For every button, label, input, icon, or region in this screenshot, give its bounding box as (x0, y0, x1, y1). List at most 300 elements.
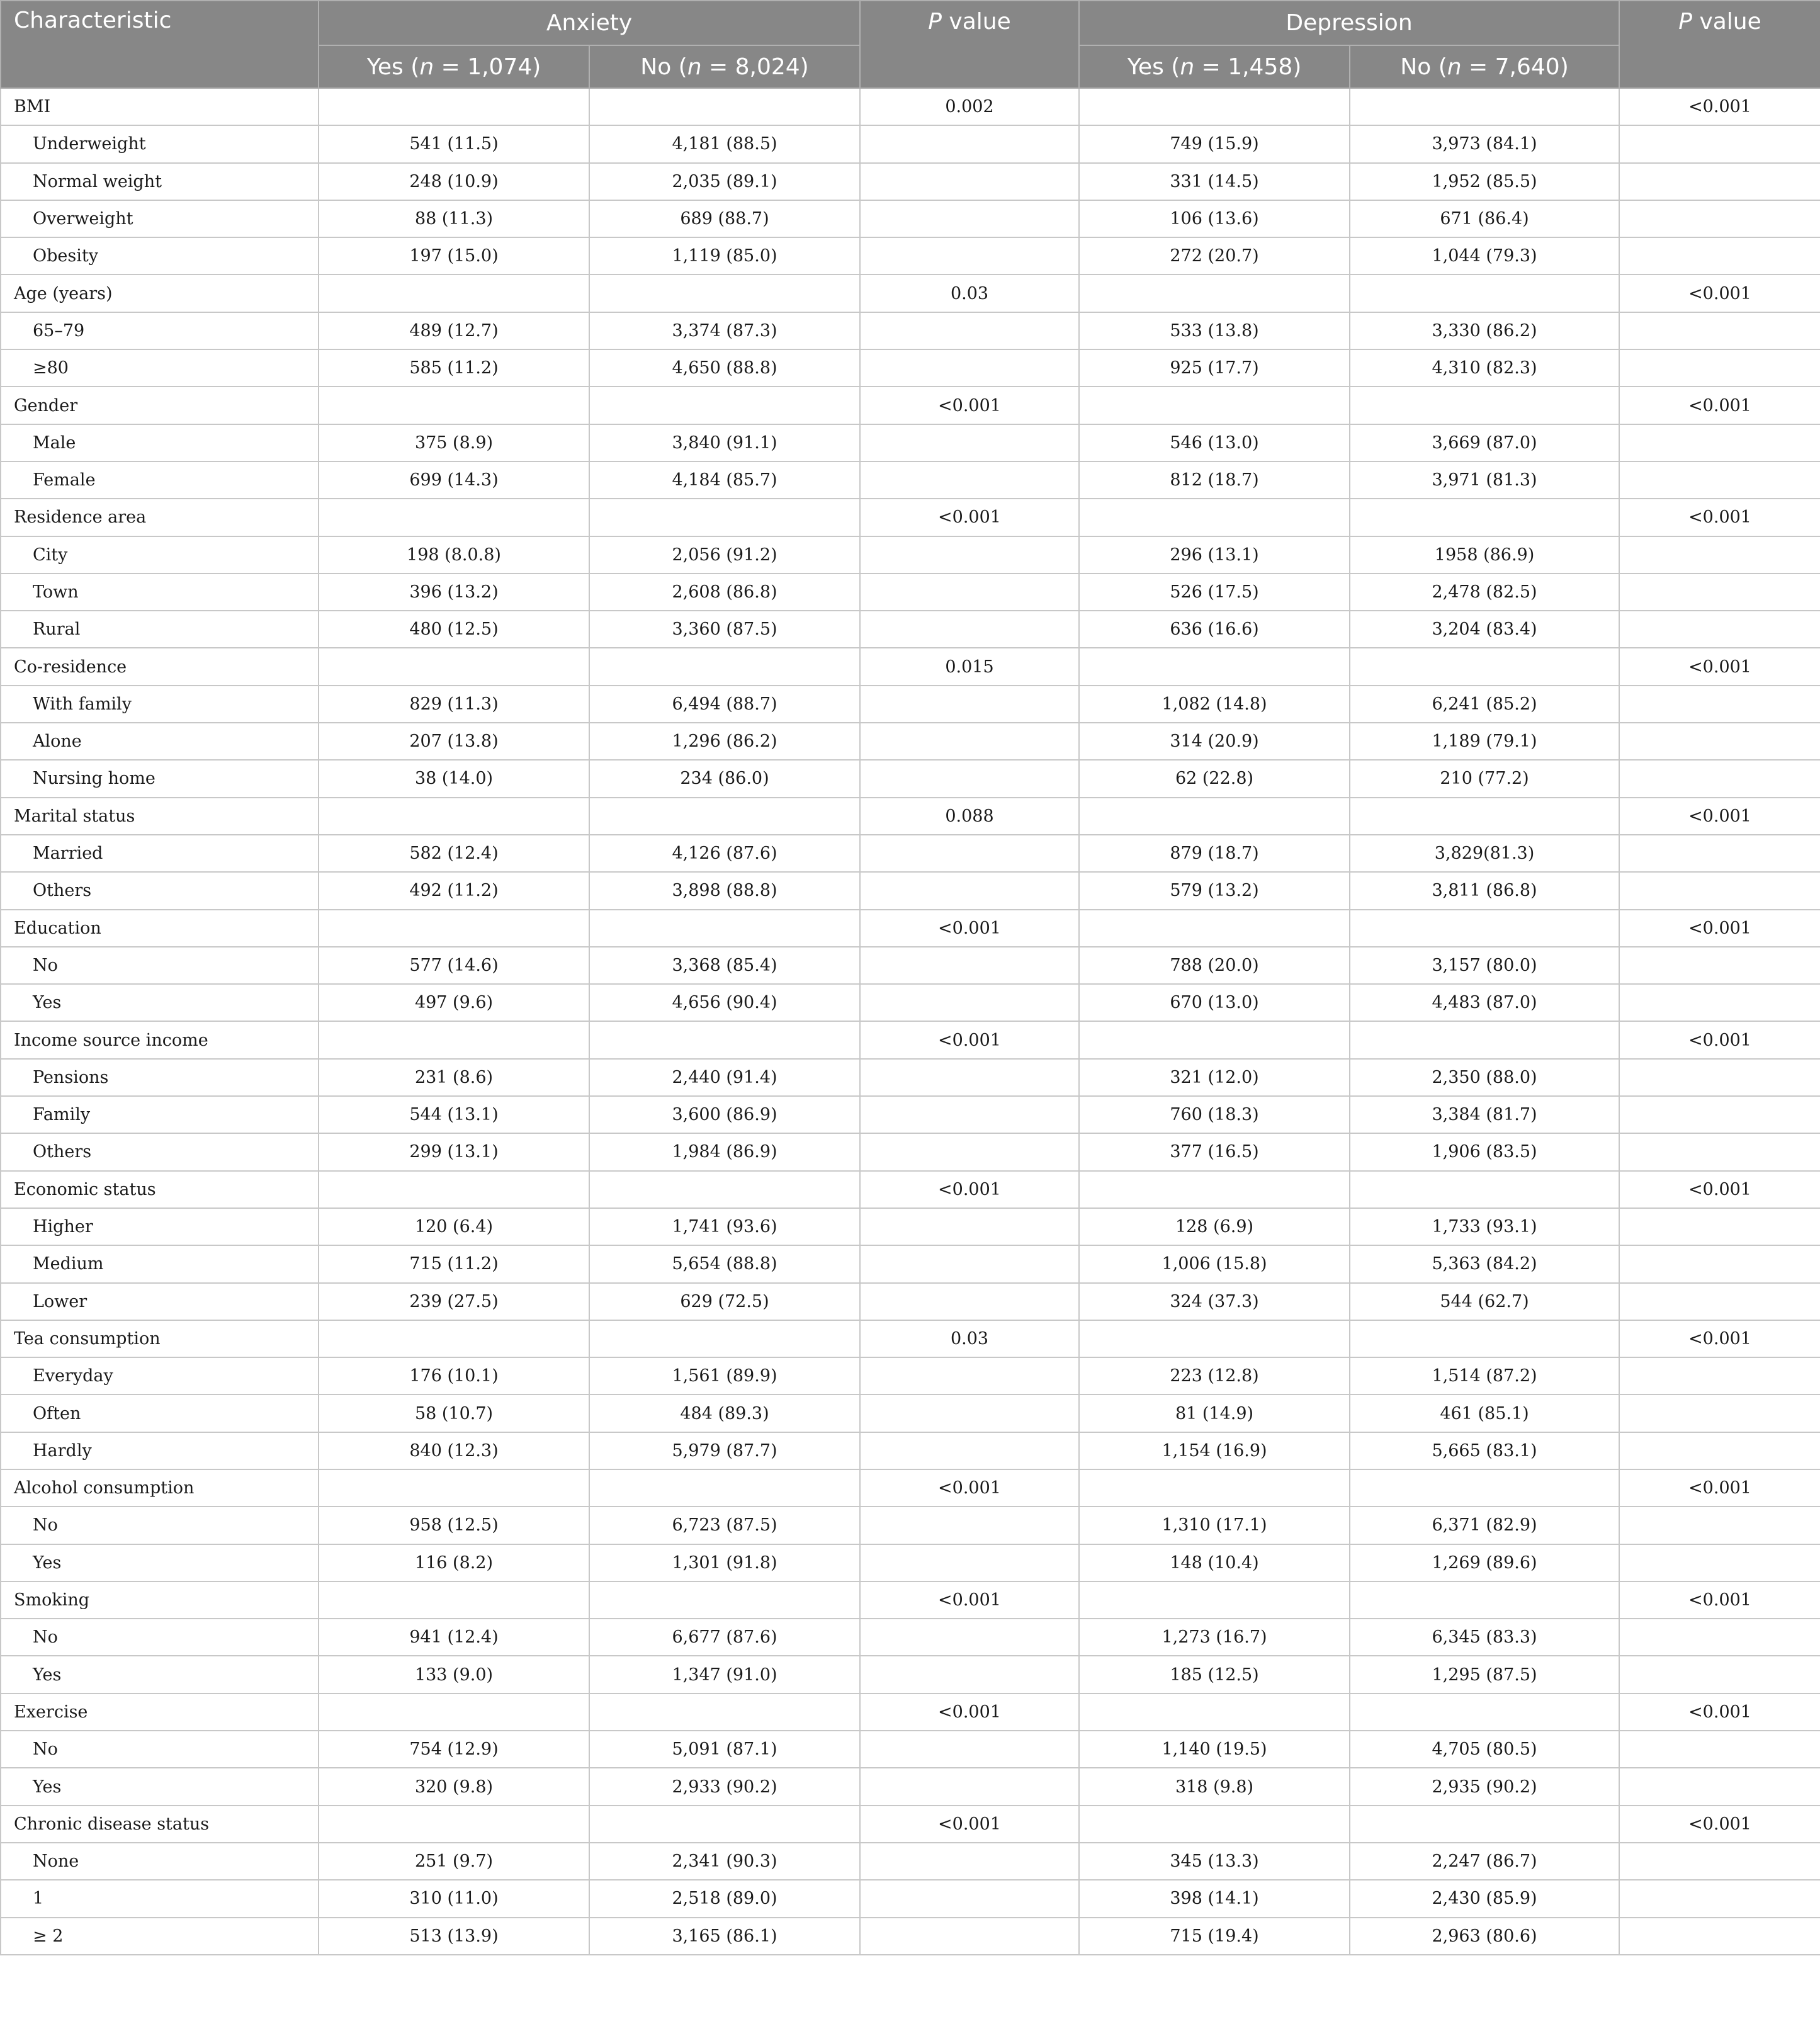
cell-p-value-depression (1619, 1096, 1820, 1133)
cell-depression-no (1350, 274, 1619, 312)
cell-p-value-depression: <0.001 (1619, 1581, 1820, 1619)
n-italic: n (419, 54, 434, 80)
cell-depression-no: 2,478 (82.5) (1350, 574, 1619, 611)
table-row-group (1, 1469, 1820, 1507)
cell-anxiety-no (589, 88, 860, 125)
n-italic: n (687, 54, 702, 80)
cell-p-value-anxiety: 0.088 (860, 798, 1079, 835)
cell-depression-yes: 812 (18.7) (1079, 461, 1350, 499)
table-row (1, 1619, 1820, 1656)
cell-anxiety-no (589, 798, 860, 835)
cell-p-value-depression (1619, 349, 1820, 387)
cell-p-value-depression (1619, 1394, 1820, 1432)
cell-p-value-depression (1619, 760, 1820, 797)
cell-p-value-depression (1619, 1731, 1820, 1768)
cell-p-value-depression (1619, 1357, 1820, 1394)
row-label: No (1, 1507, 319, 1544)
cell-p-value-depression: <0.001 (1619, 499, 1820, 536)
cell-anxiety-no (589, 1320, 860, 1357)
cell-depression-yes: 636 (16.6) (1079, 611, 1350, 648)
cell-p-value-depression (1619, 1432, 1820, 1469)
cell-p-value-anxiety (860, 611, 1079, 648)
no-text: No ( (1400, 54, 1447, 80)
cell-anxiety-no: 6,494 (88.7) (589, 686, 860, 723)
row-label: Smoking (1, 1581, 319, 1619)
table-row (1, 1918, 1820, 1955)
cell-p-value-depression (1619, 237, 1820, 274)
cell-p-value-depression: <0.001 (1619, 1469, 1820, 1507)
cell-p-value-anxiety (860, 1208, 1079, 1245)
cell-depression-no: 3,829(81.3) (1350, 835, 1619, 872)
cell-depression-yes (1079, 1171, 1350, 1208)
cell-p-value-depression (1619, 611, 1820, 648)
cell-depression-yes: 788 (20.0) (1079, 947, 1350, 984)
table-row (1, 424, 1820, 461)
cell-p-value-anxiety (860, 461, 1079, 499)
cell-depression-yes: 1,310 (17.1) (1079, 1507, 1350, 1544)
table-row (1, 1357, 1820, 1394)
cell-p-value-anxiety (860, 1507, 1079, 1544)
cell-depression-no (1350, 1171, 1619, 1208)
cell-anxiety-yes (319, 1469, 589, 1507)
table-row (1, 723, 1820, 760)
cell-anxiety-no: 4,126 (87.6) (589, 835, 860, 872)
n-italic: n (1180, 54, 1195, 80)
cell-anxiety-no: 4,656 (90.4) (589, 984, 860, 1021)
table-row-group (1, 798, 1820, 835)
row-label: Tea consumption (1, 1320, 319, 1357)
table-row (1, 461, 1820, 499)
cell-p-value-depression (1619, 1059, 1820, 1096)
cell-p-value-anxiety (860, 686, 1079, 723)
cell-anxiety-no (589, 910, 860, 947)
cell-p-value-depression: <0.001 (1619, 1694, 1820, 1731)
table-row (1, 947, 1820, 984)
cell-anxiety-no: 4,181 (88.5) (589, 125, 860, 162)
table-row (1, 574, 1820, 611)
cell-depression-yes: 879 (18.7) (1079, 835, 1350, 872)
table-row-group (1, 1694, 1820, 1731)
cell-depression-yes (1079, 88, 1350, 125)
cell-depression-no (1350, 499, 1619, 536)
table-row (1, 872, 1820, 909)
table-row (1, 835, 1820, 872)
cell-anxiety-yes: 299 (13.1) (319, 1133, 589, 1170)
row-label: Normal weight (1, 163, 319, 200)
cell-p-value-depression (1619, 1133, 1820, 1170)
cell-anxiety-yes (319, 1694, 589, 1731)
cell-anxiety-yes: 133 (9.0) (319, 1656, 589, 1693)
cell-p-value-anxiety (860, 1133, 1079, 1170)
cell-p-value-depression: <0.001 (1619, 387, 1820, 424)
cell-anxiety-no: 1,296 (86.2) (589, 723, 860, 760)
cell-anxiety-no (589, 1021, 860, 1058)
cell-anxiety-yes: 120 (6.4) (319, 1208, 589, 1245)
row-label: Residence area (1, 499, 319, 536)
table-row-group (1, 910, 1820, 947)
row-label: Married (1, 835, 319, 872)
cell-anxiety-yes: 489 (12.7) (319, 312, 589, 349)
row-label: Often (1, 1394, 319, 1432)
cell-anxiety-yes: 582 (12.4) (319, 835, 589, 872)
cell-depression-no: 4,483 (87.0) (1350, 984, 1619, 1021)
cell-p-value-depression (1619, 461, 1820, 499)
cell-p-value-anxiety (860, 125, 1079, 162)
cell-anxiety-yes (319, 88, 589, 125)
cell-p-value-depression: <0.001 (1619, 1806, 1820, 1843)
row-label: Co-residence (1, 648, 319, 685)
table-row (1, 163, 1820, 200)
cell-depression-no: 2,430 (85.9) (1350, 1880, 1619, 1917)
cell-anxiety-no (589, 499, 860, 536)
cell-depression-yes: 715 (19.4) (1079, 1918, 1350, 1955)
row-label: Marital status (1, 798, 319, 835)
cell-anxiety-yes: 492 (11.2) (319, 872, 589, 909)
cell-depression-no: 1,952 (85.5) (1350, 163, 1619, 200)
yes-text: Yes ( (1127, 54, 1180, 80)
row-label: Others (1, 1133, 319, 1170)
cell-p-value-depression (1619, 200, 1820, 237)
cell-anxiety-yes: 197 (15.0) (319, 237, 589, 274)
cell-anxiety-yes: 207 (13.8) (319, 723, 589, 760)
cell-anxiety-no (589, 1694, 860, 1731)
cell-p-value-anxiety (860, 1768, 1079, 1805)
cell-depression-no: 1,514 (87.2) (1350, 1357, 1619, 1394)
cell-anxiety-no: 5,091 (87.1) (589, 1731, 860, 1768)
cell-depression-yes: 925 (17.7) (1079, 349, 1350, 387)
cell-p-value-anxiety (860, 1880, 1079, 1917)
cell-anxiety-yes: 251 (9.7) (319, 1843, 589, 1880)
row-label: Alone (1, 723, 319, 760)
cell-anxiety-no (589, 1469, 860, 1507)
cell-anxiety-yes: 829 (11.3) (319, 686, 589, 723)
cell-anxiety-yes (319, 648, 589, 685)
cell-anxiety-no (589, 387, 860, 424)
cell-anxiety-yes: 699 (14.3) (319, 461, 589, 499)
table-row (1, 200, 1820, 237)
cell-p-value-depression: <0.001 (1619, 648, 1820, 685)
cell-depression-yes: 579 (13.2) (1079, 872, 1350, 909)
cell-anxiety-yes (319, 1320, 589, 1357)
row-label: Age (years) (1, 274, 319, 312)
cell-anxiety-no: 3,165 (86.1) (589, 1918, 860, 1955)
cell-anxiety-yes (319, 274, 589, 312)
cell-anxiety-yes (319, 387, 589, 424)
row-label: No (1, 1731, 319, 1768)
cell-anxiety-yes: 176 (10.1) (319, 1357, 589, 1394)
cell-anxiety-no: 1,119 (85.0) (589, 237, 860, 274)
cell-depression-yes: 106 (13.6) (1079, 200, 1350, 237)
cell-anxiety-no: 1,741 (93.6) (589, 1208, 860, 1245)
row-label: No (1, 947, 319, 984)
cell-depression-yes: 398 (14.1) (1079, 1880, 1350, 1917)
n-value: = 8,024) (701, 54, 809, 80)
table-row (1, 1507, 1820, 1544)
table-row-group (1, 88, 1820, 125)
table-row (1, 1133, 1820, 1170)
header-anxiety-yes (319, 45, 589, 88)
n-value: = 1,074) (434, 54, 541, 80)
cell-anxiety-yes (319, 1806, 589, 1843)
cell-p-value-depression (1619, 686, 1820, 723)
cell-p-value-depression (1619, 424, 1820, 461)
cell-depression-yes: 1,273 (16.7) (1079, 1619, 1350, 1656)
cell-depression-yes: 670 (13.0) (1079, 984, 1350, 1021)
cell-depression-no: 3,973 (84.1) (1350, 125, 1619, 162)
cell-depression-yes: 148 (10.4) (1079, 1544, 1350, 1581)
table-row (1, 1731, 1820, 1768)
cell-p-value-anxiety: <0.001 (860, 1581, 1079, 1619)
cell-anxiety-no: 1,984 (86.9) (589, 1133, 860, 1170)
row-label: Yes (1, 1544, 319, 1581)
header-depression-yes (1079, 45, 1350, 88)
cell-depression-yes (1079, 1320, 1350, 1357)
cell-anxiety-no (589, 1171, 860, 1208)
cell-depression-no (1350, 798, 1619, 835)
cell-p-value-anxiety: <0.001 (860, 1806, 1079, 1843)
cell-p-value-anxiety: 0.03 (860, 274, 1079, 312)
cell-anxiety-yes: 577 (14.6) (319, 947, 589, 984)
cell-depression-no: 544 (62.7) (1350, 1283, 1619, 1320)
cell-p-value-depression (1619, 163, 1820, 200)
table-row (1, 1544, 1820, 1581)
cell-p-value-depression (1619, 1656, 1820, 1693)
cell-p-value-depression: <0.001 (1619, 274, 1820, 312)
cell-p-value-depression (1619, 125, 1820, 162)
table-row (1, 125, 1820, 162)
cell-depression-no: 1958 (86.9) (1350, 536, 1619, 574)
cell-depression-no: 3,669 (87.0) (1350, 424, 1619, 461)
cell-p-value-depression (1619, 872, 1820, 909)
table-row (1, 349, 1820, 387)
row-label: Gender (1, 387, 319, 424)
cell-p-value-anxiety (860, 163, 1079, 200)
row-label: Lower (1, 1283, 319, 1320)
cell-anxiety-yes (319, 910, 589, 947)
header-p-value-depression (1619, 1, 1820, 88)
cell-depression-no: 3,971 (81.3) (1350, 461, 1619, 499)
cell-p-value-anxiety (860, 1843, 1079, 1880)
cell-depression-no: 1,189 (79.1) (1350, 723, 1619, 760)
cell-anxiety-no: 1,561 (89.9) (589, 1357, 860, 1394)
table-row (1, 1843, 1820, 1880)
cell-depression-yes: 760 (18.3) (1079, 1096, 1350, 1133)
cell-anxiety-yes (319, 499, 589, 536)
cell-p-value-anxiety (860, 1245, 1079, 1282)
table-row (1, 1394, 1820, 1432)
cell-depression-yes (1079, 499, 1350, 536)
row-label: Nursing home (1, 760, 319, 797)
cell-anxiety-yes: 38 (14.0) (319, 760, 589, 797)
header-characteristic: Characteristic (1, 1, 319, 88)
cell-depression-yes (1079, 798, 1350, 835)
cell-depression-yes: 296 (13.1) (1079, 536, 1350, 574)
row-label: ≥ 2 (1, 1918, 319, 1955)
cell-depression-no (1350, 1469, 1619, 1507)
cell-p-value-depression (1619, 1283, 1820, 1320)
cell-anxiety-yes (319, 1171, 589, 1208)
row-label: No (1, 1619, 319, 1656)
cell-depression-yes: 324 (37.3) (1079, 1283, 1350, 1320)
cell-p-value-anxiety: <0.001 (860, 387, 1079, 424)
row-label: 1 (1, 1880, 319, 1917)
cell-p-value-anxiety (860, 424, 1079, 461)
cell-anxiety-no: 484 (89.3) (589, 1394, 860, 1432)
cell-depression-no: 1,295 (87.5) (1350, 1656, 1619, 1693)
cell-p-value-anxiety (860, 1357, 1079, 1394)
cell-p-value-anxiety (860, 1394, 1079, 1432)
cell-depression-no: 6,345 (83.3) (1350, 1619, 1619, 1656)
row-label: BMI (1, 88, 319, 125)
cell-anxiety-no (589, 274, 860, 312)
cell-depression-no (1350, 88, 1619, 125)
cell-depression-no: 3,204 (83.4) (1350, 611, 1619, 648)
cell-p-value-anxiety (860, 835, 1079, 872)
cell-anxiety-yes (319, 1581, 589, 1619)
cell-p-value-depression (1619, 723, 1820, 760)
row-label: None (1, 1843, 319, 1880)
row-label: Alcohol consumption (1, 1469, 319, 1507)
cell-anxiety-no: 234 (86.0) (589, 760, 860, 797)
table-body (1, 88, 1820, 1955)
cell-anxiety-yes: 513 (13.9) (319, 1918, 589, 1955)
row-label: City (1, 536, 319, 574)
cell-anxiety-yes: 320 (9.8) (319, 1768, 589, 1805)
cell-p-value-anxiety (860, 760, 1079, 797)
cell-p-value-anxiety: <0.001 (860, 499, 1079, 536)
cell-p-value-depression (1619, 1245, 1820, 1282)
cell-depression-yes (1079, 1021, 1350, 1058)
cell-p-value-anxiety (860, 200, 1079, 237)
cell-anxiety-no: 4,650 (88.8) (589, 349, 860, 387)
cell-anxiety-yes: 840 (12.3) (319, 1432, 589, 1469)
cell-anxiety-yes: 754 (12.9) (319, 1731, 589, 1768)
cell-depression-no: 3,811 (86.8) (1350, 872, 1619, 909)
cell-depression-no: 5,363 (84.2) (1350, 1245, 1619, 1282)
row-label: Obesity (1, 237, 319, 274)
cell-p-value-anxiety (860, 1432, 1079, 1469)
row-label: Yes (1, 984, 319, 1021)
cell-depression-no: 2,350 (88.0) (1350, 1059, 1619, 1096)
cell-depression-yes (1079, 1694, 1350, 1731)
p-value-text: value (941, 9, 1011, 35)
cell-anxiety-yes: 116 (8.2) (319, 1544, 589, 1581)
cell-p-value-anxiety: <0.001 (860, 1469, 1079, 1507)
cell-anxiety-no: 2,341 (90.3) (589, 1843, 860, 1880)
cell-p-value-anxiety (860, 1096, 1079, 1133)
table-row-group (1, 1581, 1820, 1619)
cell-p-value-anxiety (860, 723, 1079, 760)
cell-anxiety-no: 2,608 (86.8) (589, 574, 860, 611)
n-italic: n (1447, 54, 1462, 80)
cell-anxiety-no: 3,600 (86.9) (589, 1096, 860, 1133)
row-label: Female (1, 461, 319, 499)
cell-anxiety-no: 6,723 (87.5) (589, 1507, 860, 1544)
table-row-group (1, 387, 1820, 424)
cell-depression-yes (1079, 1806, 1350, 1843)
table-row-group (1, 1320, 1820, 1357)
cell-p-value-depression (1619, 1918, 1820, 1955)
cell-depression-yes: 1,082 (14.8) (1079, 686, 1350, 723)
p-italic: P (928, 9, 942, 35)
cell-anxiety-no: 2,440 (91.4) (589, 1059, 860, 1096)
cell-p-value-depression (1619, 1880, 1820, 1917)
table-row (1, 1656, 1820, 1693)
cell-depression-no (1350, 648, 1619, 685)
cell-anxiety-yes: 310 (11.0) (319, 1880, 589, 1917)
n-value: = 7,640) (1461, 54, 1569, 80)
p-value-text: value (1692, 9, 1761, 35)
cell-p-value-depression: <0.001 (1619, 1320, 1820, 1357)
cell-depression-yes: 345 (13.3) (1079, 1843, 1350, 1880)
cell-p-value-depression (1619, 947, 1820, 984)
cell-anxiety-yes: 396 (13.2) (319, 574, 589, 611)
cell-p-value-anxiety (860, 237, 1079, 274)
table-row (1, 1880, 1820, 1917)
cell-depression-no: 4,705 (80.5) (1350, 1731, 1619, 1768)
cell-depression-yes: 62 (22.8) (1079, 760, 1350, 797)
header-anxiety: Anxiety (319, 1, 860, 45)
table-row (1, 1096, 1820, 1133)
cell-depression-no: 1,269 (89.6) (1350, 1544, 1619, 1581)
cell-depression-yes: 223 (12.8) (1079, 1357, 1350, 1394)
cell-depression-no: 4,310 (82.3) (1350, 349, 1619, 387)
cell-depression-no: 2,963 (80.6) (1350, 1918, 1619, 1955)
cell-anxiety-no: 4,184 (85.7) (589, 461, 860, 499)
cell-p-value-anxiety: <0.001 (860, 910, 1079, 947)
table-row (1, 312, 1820, 349)
cell-p-value-anxiety (860, 574, 1079, 611)
cell-p-value-anxiety (860, 312, 1079, 349)
row-label: With family (1, 686, 319, 723)
row-label: Family (1, 1096, 319, 1133)
cell-anxiety-no (589, 1581, 860, 1619)
row-label: Exercise (1, 1694, 319, 1731)
cell-anxiety-yes: 715 (11.2) (319, 1245, 589, 1282)
cell-depression-no (1350, 1694, 1619, 1731)
cell-p-value-anxiety (860, 947, 1079, 984)
cell-anxiety-no: 2,933 (90.2) (589, 1768, 860, 1805)
n-value: = 1,458) (1194, 54, 1302, 80)
table-row (1, 686, 1820, 723)
cell-p-value-depression (1619, 536, 1820, 574)
table-row (1, 1432, 1820, 1469)
cell-anxiety-no: 3,898 (88.8) (589, 872, 860, 909)
cell-p-value-anxiety (860, 1731, 1079, 1768)
cell-p-value-depression (1619, 1843, 1820, 1880)
table-row (1, 1245, 1820, 1282)
row-label: Chronic disease status (1, 1806, 319, 1843)
cell-depression-no: 6,371 (82.9) (1350, 1507, 1619, 1544)
cell-anxiety-no: 3,368 (85.4) (589, 947, 860, 984)
table-row-group (1, 1806, 1820, 1843)
cell-depression-yes: 272 (20.7) (1079, 237, 1350, 274)
cell-depression-no: 210 (77.2) (1350, 760, 1619, 797)
cell-anxiety-yes: 497 (9.6) (319, 984, 589, 1021)
cell-depression-yes (1079, 274, 1350, 312)
cell-depression-no: 1,733 (93.1) (1350, 1208, 1619, 1245)
cell-p-value-anxiety (860, 872, 1079, 909)
cell-depression-no (1350, 1021, 1619, 1058)
row-label: Underweight (1, 125, 319, 162)
row-label: Economic status (1, 1171, 319, 1208)
cell-anxiety-no: 3,840 (91.1) (589, 424, 860, 461)
cell-depression-no: 2,247 (86.7) (1350, 1843, 1619, 1880)
cell-anxiety-no: 5,979 (87.7) (589, 1432, 860, 1469)
cell-anxiety-no: 1,301 (91.8) (589, 1544, 860, 1581)
row-label: Hardly (1, 1432, 319, 1469)
cell-depression-yes (1079, 387, 1350, 424)
